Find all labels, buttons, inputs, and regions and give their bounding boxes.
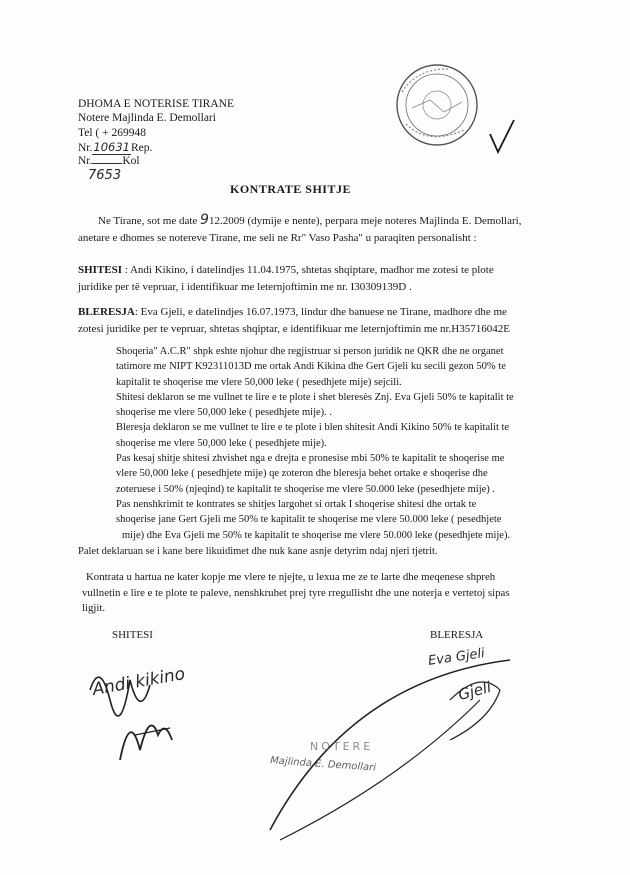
intro-text-3: anetare e dhomes se notereve Tirane, me seli ne Rr" Vaso Pasha" u paraqiten personalisht : [78,231,477,244]
collection-number [78,155,140,168]
checkmark-icon [488,118,518,158]
repertory-prefix: Nr. [78,142,93,154]
clause-line: Shitesi deklaron se me vullnet te lire e te plote i shet bleresès Znj. Eva Gjeli 50% te kapitalit te [116,391,514,403]
declaration-text: Palet deklaruan se i kane bere likuidimet dhe nuk kane asnje detyrim ndaj njeri tjetrit. [78,546,438,557]
collection-suffix: Kol [122,155,140,167]
clause-line: Pas nenshkrimit te kontrates se shitjes largohet si ortak I shoqerise shitesi dhe ortak te [116,498,477,510]
seller-text-2: juridike per të vepruar, i identifikuar me leternjoftimin me nr. I30309139D . [78,280,412,293]
notary-office-name: DHOMA E NOTERISE TIRANE [78,98,234,110]
clause-line: zoteruese i 50% (njeqind) te kapitalit te shoqerise me vlere 50.000 leke (pesedhjete mije) . [116,483,496,495]
closing-line: vullnetin e lire e te plote te paleve, nenshkruhet prej tyre rregullisht dhe une noterja e vertetoj sipas [82,586,510,599]
clause-line: tatimore me NIPT K92311013D me ortak Andi Kikina dhe Gert Gjeli ku secili gezon 50% te [116,361,506,373]
seller-signature-label: SHITESI [112,629,153,641]
repertory-suffix: Rep. [130,142,153,154]
clause-line: shoqerise me vlere 50,000 leke ( pesedhjete mije). [116,437,327,449]
contract-title: KONTRATE SHITJE [230,182,351,196]
seller-text-1: : Andi Kikino, i datelindjes 11.04.1975, shtetas shqiptare, madhor me zotesi te plote [122,264,494,276]
repertory-handwritten-number: 10631 [93,140,130,154]
notary-phone: Tel ( + 269948 [78,127,146,139]
clause-line: Bleresja deklaron se me vullnet te lire e te plote i blen shitesit Andi Kikino 50% te kapitalit te [116,422,510,434]
buyer-text-2: zotesi juridike per te vepruar, shtetas shqiptar, e identifikuar me leternjoftimin me nr.H35716042E [78,322,510,335]
buyer-handwritten-name: Eva Gjeli [427,646,486,669]
clauses-block [116,344,556,543]
closing-line: Kontrata u hartua ne kater kopje me vlere te njejte, u lexua me ze te larte dhe meqenese shpreh [86,571,496,583]
buyer-handwritten-name-2: Gjeli [456,677,494,705]
buyer-signature-label: BLERESJA [430,629,484,641]
collection-prefix: Nr. [78,155,93,167]
clause-line: mije) dhe Eva Gjeli me 50% te kapitalit te shoqerise me vlere 50.000 leke (pesedhjete mije). [122,529,511,541]
intro-text-1: Ne Tirane, sot me date [98,215,201,227]
stamp-notary-name: Majlinda E. Demollari [269,755,377,774]
buyer-label: BLERESJA [78,306,135,318]
repertory-number [78,141,152,155]
notary-name: Notere Majlinda E. Demollari [78,112,216,124]
buyer-paragraph [78,304,560,337]
clause-line: shoqerise me vlere 50,000 leke ( pesedhjete mije). . [116,407,333,419]
intro-paragraph [78,212,560,246]
seller-label: SHITESI [78,264,123,276]
notary-stamp-bottom [269,740,377,774]
seller-paragraph [78,262,560,295]
clause-line: Pas kesaj shitje shitesi zhvishet nga e drejta e pronesise mbi 50% te kapitalit te shoqerise me [116,453,505,465]
clause-line: kapitalit te shoqerise me vlere 50,000 leke ( pesedhjete mije) sejcili. [116,376,402,388]
closing-paragraph [82,570,570,617]
seller-handwritten-name: Andi kikino [90,664,187,700]
buyer-text-1: : Eva Gjeli, e datelindjes 16.07.1973, lindur dhe banuese ne Tirane, madhore dhe me [134,306,507,318]
notary-seal-top-icon [392,60,482,150]
closing-line: ligjit. [82,602,106,614]
stamp-title: NOTERE [310,740,374,753]
collection-handwritten-number: 7653 [88,168,122,183]
intro-text-2: 12.2009 (dymije e nente), perpara meje noteres Majlinda E. Demollari, [208,215,522,227]
clause-line: Shoqeria" A.C.R" shpk eshte njohur dhe regjistruar si person juridik ne QKR dhe ne organet [116,346,504,357]
clause-line: vlere 50,000 leke ( pesedhjete mije) qe zoteron dhe bleresja behet ortake e shoqerise dhe [116,468,488,480]
clause-line: shoqerise jane Gert Gjeli me 50% te kapitalit te shoqerise me vlere 50.000 leke ( pesedhjete [116,514,502,526]
intro-handwritten-day: 9 [200,212,209,228]
